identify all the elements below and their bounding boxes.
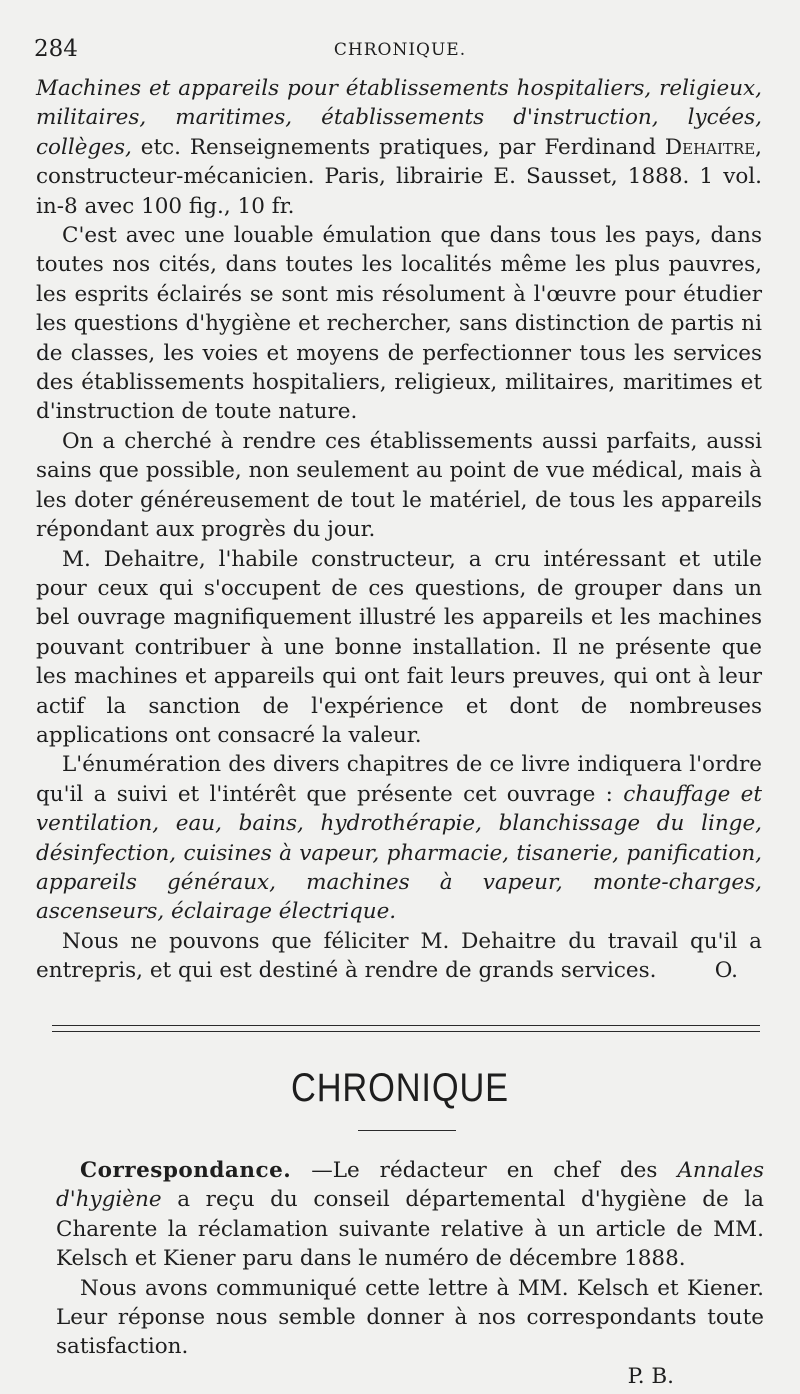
- review-book-title: Machines et appareils pour établissements hospitaliers, religieux, militaires, maritimes, établissements d'instruction, lycées, collèges,: [36, 76, 762, 160]
- chronique-paragraph-1: [56, 1156, 764, 1274]
- review-paragraph-3: M. Dehaitre, l'habile constructeur, a cru intéressant et utile pour ceux qui s'occupent de ces questions, de grouper dans un bel ouvrage magnifiquement illustré les appareils et les machines pouvant contribuer à une bonne installation. Il ne présente que les machines et appareils qui ont fait leurs preuves, qui ont à leur actif la sanction de l'expérience et dont de nombreuses applications ont consacré la valeur.: [36, 546, 762, 748]
- review-conclusion: Nous ne pouvons que féliciter M. Dehaitre du travail qu'il a entrepris, et qui est destiné à rendre de grands services.: [36, 928, 762, 984]
- chronique-heading: Correspondance.: [80, 1158, 292, 1183]
- running-title: CHRONIQUE.: [333, 40, 467, 60]
- review-paragraph-4: [36, 750, 762, 926]
- chronique-text-1: —Le rédacteur en chef des: [291, 1158, 678, 1183]
- review-chapters-list: chauffage et ventilation, eau, bains, hydrothérapie, blanchissage du linge, désinfection, cuisines à vapeur, pharmacie, tisanerie, panification, appareils généraux, machines à vapeur, monte-charges, ascenseurs, éclairage électrique.: [36, 781, 762, 925]
- review-reference: [36, 74, 762, 221]
- review-author: Dehaitre: [664, 134, 756, 160]
- page-number: 284: [34, 36, 78, 62]
- journal-name: Annales d'hygiène: [56, 1158, 764, 1213]
- chronique-initials: P. B.: [627, 1363, 674, 1389]
- review-paragraph-1: C'est avec une louable émulation que dans tous les pays, dans toutes nos cités, dans toutes les localités même les plus pauvres, les esprits éclairés se sont mis résolument à l'œuvre pour étudier les questions d'hygiène et rechercher, sans distinction de partis ni de classes, les voies et moyens de perfectionner tous les services des établissements hospitaliers, religieux, militaires, maritimes et d'instruction de toute nature.: [36, 223, 762, 425]
- chronique-text-2: a reçu du conseil départemental d'hygiène de la Charente la réclamation suivante relative à un article de MM. Kelsch et Kiener paru dans le numéro de décembre 1888.: [56, 1187, 764, 1272]
- title-underline: [358, 1130, 456, 1131]
- section-divider: [52, 1025, 760, 1032]
- review-title-tail: etc. Renseignements pratiques, par Ferdinand: [131, 134, 665, 160]
- chronique-paragraph-2: Nous avons communiqué cette lettre à MM. Kelsch et Kiener. Leur réponse nous semble donner à nos correspondants toute satisfaction.: [56, 1275, 764, 1360]
- review-chapters-intro: L'énumération des divers chapitres de ce livre indiquera l'ordre qu'il a suivi et l'intérêt que présente cet ouvrage :: [36, 752, 762, 807]
- chronique-section: [56, 1156, 764, 1391]
- review-signature: O.: [714, 958, 738, 984]
- running-header: [34, 36, 766, 62]
- book-review: [36, 74, 762, 986]
- review-paragraph-2: On a cherché à rendre ces établissements aussi parfaits, aussi sains que possible, non seulement au point de vue médical, mais à les doter généreusement de tout le matériel, de tous les appareils répondant aux progrès du jour.: [36, 428, 762, 543]
- review-paragraph-5: [36, 927, 762, 986]
- review-publication: , constructeur-mécanicien. Paris, librairie E. Sausset, 1888. 1 vol. in-8 avec 100 fig., 10 fr.: [36, 134, 762, 219]
- section-title: CHRONIQUE: [291, 1066, 509, 1110]
